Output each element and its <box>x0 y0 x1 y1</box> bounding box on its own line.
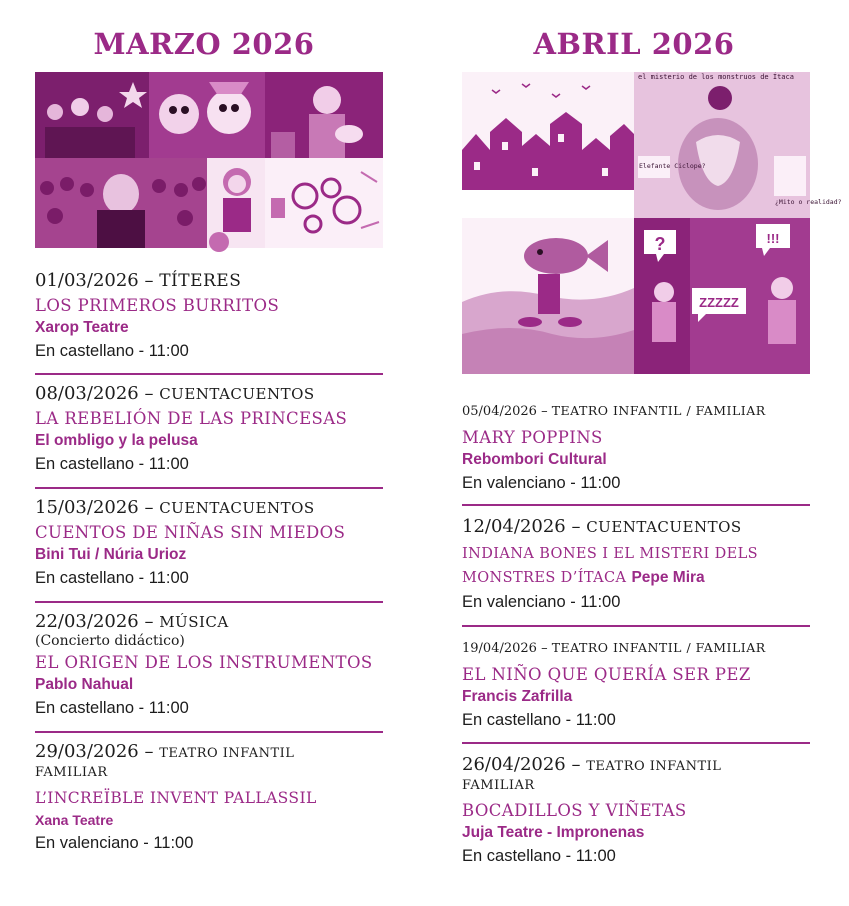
zzz-bubble-text: ZZZZZ <box>699 295 739 310</box>
bocadillos-photo <box>634 218 810 374</box>
march-heading: MARZO 2026 <box>93 27 315 61</box>
event-category: MÚSICA <box>159 613 229 631</box>
event-category: TEATRO INFANTIL / FAMILIAR <box>551 640 766 655</box>
event-category: TEATRO INFANTIL / FAMILIAR <box>551 403 766 418</box>
event-language-time: En castellano - 11:00 <box>35 699 189 717</box>
event-category-cont: FAMILIAR <box>462 778 535 793</box>
date-separator: – <box>536 404 552 419</box>
date-separator: – <box>565 754 587 775</box>
event-date: 22/03/2026 <box>35 611 139 632</box>
collage-caption-top: el misterio de los monstruos de Ítaca <box>638 73 794 81</box>
event-language-time: En castellano - 11:00 <box>35 455 189 473</box>
event-date-line <box>462 400 810 423</box>
event-title: EL NIÑO QUE QUERÍA SER PEZ <box>462 665 751 684</box>
event-april-2 <box>462 506 810 627</box>
date-separator: – <box>138 497 160 518</box>
event-date: 19/04/2026 <box>462 641 537 656</box>
event-subtitle: (Concierto didáctico) <box>35 633 185 649</box>
event-category-cont: FAMILIAR <box>35 765 108 780</box>
event-date-line <box>462 516 810 538</box>
event-title-cont: MONSTRES D’ÍTACA <box>462 570 627 586</box>
event-language-time: En castellano - 11:00 <box>35 342 189 360</box>
event-title: CUENTOS DE NIÑAS SIN MIEDOS <box>35 523 346 542</box>
march-photo-collage <box>35 72 383 248</box>
event-date: 08/03/2026 <box>35 383 139 404</box>
date-separator: – <box>138 741 160 762</box>
event-category: CUENTACUENTOS <box>159 499 315 517</box>
event-category: TEATRO INFANTIL <box>586 759 722 774</box>
event-date-line <box>35 611 383 633</box>
event-date-line <box>462 754 810 778</box>
event-april-4 <box>462 744 810 874</box>
event-title: LA REBELIÓN DE LAS PRINCESAS <box>35 409 348 428</box>
event-company: Pablo Nahual <box>35 676 134 693</box>
event-category: CUENTACUENTOS <box>586 518 742 536</box>
question-bubble-text: ? <box>654 234 666 254</box>
event-category: CUENTACUENTOS <box>159 385 315 403</box>
event-title: BOCADILLOS Y VIÑETAS <box>462 801 687 820</box>
event-language-time: En valenciano - 11:00 <box>462 593 621 611</box>
event-march-2 <box>35 375 383 489</box>
event-title: L’INCREÏBLE INVENT PALLASSIL <box>35 789 317 807</box>
event-language-time: En valenciano - 11:00 <box>462 474 621 492</box>
event-date: 01/03/2026 <box>35 270 139 291</box>
event-march-5 <box>35 733 383 861</box>
event-title: MARY POPPINS <box>462 428 603 447</box>
exclaim-bubble-text: !!! <box>766 231 780 246</box>
event-date-line <box>35 383 383 405</box>
date-separator: – <box>138 270 160 291</box>
event-language-time: En castellano - 11:00 <box>462 847 616 865</box>
event-date: 29/03/2026 <box>35 741 139 762</box>
event-march-4 <box>35 603 383 733</box>
april-photo-collage <box>462 72 842 374</box>
date-separator: – <box>138 383 160 404</box>
city-skyline-illustration <box>462 72 634 218</box>
event-date-line <box>35 270 383 292</box>
date-separator: – <box>565 516 587 537</box>
event-company: Pepe Mira <box>631 569 705 586</box>
event-language-time: En castellano - 11:00 <box>35 569 189 587</box>
event-company: Xarop Teatre <box>35 319 129 336</box>
event-date: 12/04/2026 <box>462 516 566 537</box>
clown-photo <box>207 158 265 248</box>
event-company: El ombligo y la pelusa <box>35 432 198 449</box>
event-april-3 <box>462 627 810 744</box>
event-category: TÍTERES <box>159 271 242 291</box>
puppet-characters-photo <box>149 72 265 158</box>
april-heading: ABRIL 2026 <box>533 27 735 61</box>
collage-caption-elefante: Elefante Ciclope? <box>639 162 706 170</box>
event-company: Francis Zafrilla <box>462 688 573 705</box>
event-title: INDIANA BONES I EL MISTERI DELS <box>462 546 758 562</box>
event-date-line <box>35 741 383 765</box>
april-column <box>462 0 842 874</box>
event-april-1 <box>462 400 810 506</box>
event-date: 15/03/2026 <box>35 497 139 518</box>
date-separator: – <box>536 641 552 656</box>
event-company: Xana Teatre <box>35 812 114 828</box>
event-title-line2 <box>462 566 810 590</box>
monstres-itaca-poster <box>634 72 842 218</box>
puppet-stage-photo <box>35 72 149 158</box>
event-company: Rebombori Cultural <box>462 451 607 468</box>
event-date: 26/04/2026 <box>462 754 566 775</box>
march-column <box>35 0 383 861</box>
event-date-line <box>35 497 383 519</box>
audience-photo <box>35 158 207 248</box>
event-date-line <box>462 637 810 660</box>
event-language-time: En castellano - 11:00 <box>462 711 616 729</box>
fish-illustration <box>462 218 634 374</box>
event-title: EL ORIGEN DE LOS INSTRUMENTOS <box>35 653 373 672</box>
event-category: TEATRO INFANTIL <box>159 746 295 761</box>
collage-caption-mito: ¿Mito o realidad? <box>775 198 842 206</box>
ukulele-performer-photo <box>265 72 383 158</box>
event-company: Juja Teatre - Impronenas <box>462 824 645 841</box>
event-title: LOS PRIMEROS BURRITOS <box>35 296 280 315</box>
event-march-3 <box>35 489 383 603</box>
date-separator: – <box>138 611 160 632</box>
invent-poster-photo <box>265 158 383 248</box>
event-company: Bini Tui / Núria Urioz <box>35 546 187 563</box>
event-language-time: En valenciano - 11:00 <box>35 834 194 852</box>
event-date: 05/04/2026 <box>462 404 537 419</box>
event-march-1 <box>35 270 383 375</box>
